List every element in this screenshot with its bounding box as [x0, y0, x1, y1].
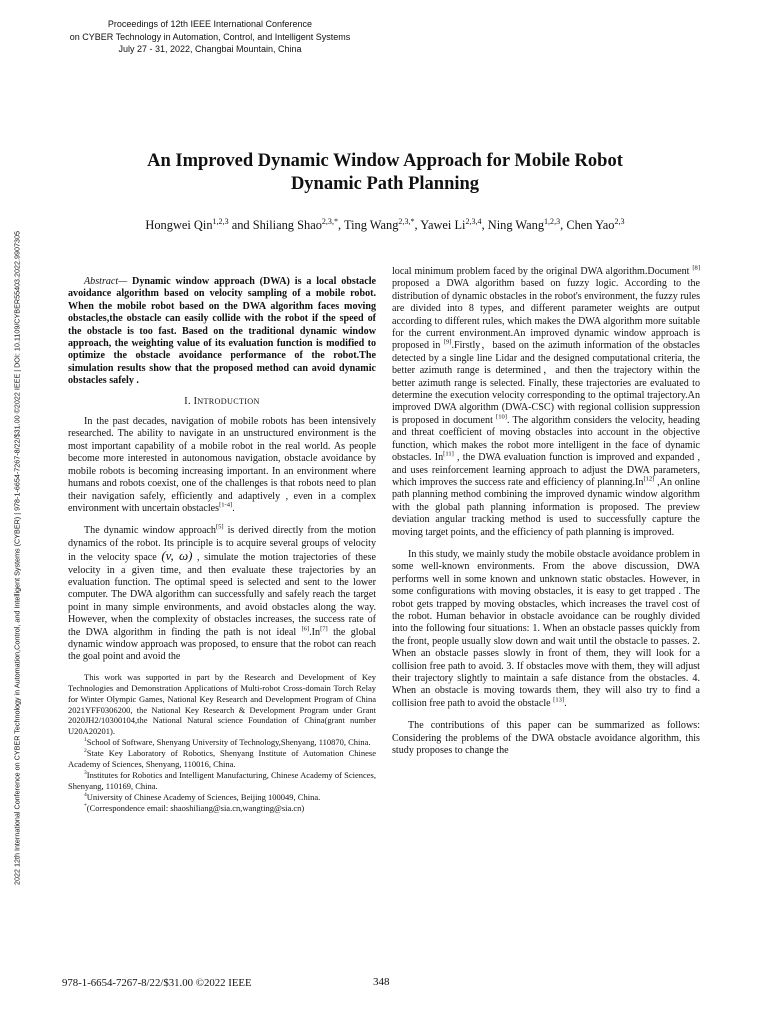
abstract-text: Dynamic window approach (DWA) is a local obstacle avoidance algorithm based on velocity sampling of a mobile robot. When the mobile robot based on the DWA algorithm faces moving obstacles,the obstacle can easily collide with the robot if the speed of the obstacle is too fast. Based on the traditional dynamic window approach, the weighting value of its evaluation function is modified to optimize the obstacle avoidance performance of the robot.The simulation results show that the proposed method can avoid dynamic obstacles safely .: [68, 276, 376, 387]
section-title-rest: NTRODUCTION: [197, 396, 260, 406]
author-name: Ting Wang: [343, 218, 399, 232]
velocity-space-formula: (v, ω): [161, 548, 193, 564]
author-affiliation: 2,3: [614, 216, 625, 226]
footnote-text: (Correspondence email: shaoshiliang@sia.cn,wangting@sia.cn): [86, 802, 305, 813]
footnote-funding: This work was supported in part by the Research and Development of Key Technologies and Demonstration Applications of Multi-robot Cross-domain Torch Relay for Winter Olympic Games, National Key Research and Development Program of China 2021YFF0306200, the National Key Research & Development Program under Grant 2020JH2/10300104,the National Natural science Foundation of China(grant number U20A20201).: [68, 671, 376, 737]
paragraph-text: In the past decades, navigation of mobile robots has been intensively researched. The ability to navigate in an unstructured environment is the most important capability of a mobile robot in the real world. As people become more interested in autonomous navigation, obstacle avoidance by mobile robots is becoming increasing important. In an environment where humans and robots coexist, one of the challenges is that robots need to plan their navigation safely, efficiently and adaptively , even in a complex environment with uncertain obstacles: [68, 416, 376, 514]
proceedings-line-2: on CYBER Technology in Automation, Control, and Intelligent Systems: [69, 31, 351, 42]
citation: [6]: [301, 625, 310, 633]
isbn-copyright: 978-1-6654-7267-8/22/$31.00 ©2022 IEEE: [62, 977, 252, 989]
footnote-affiliation-4: $^4$University of Chinese Academy of Sciences, Beijing 100049, China.: [84, 791, 321, 802]
author-name: Ning Wang: [487, 218, 545, 232]
paragraph-text: , simulate the motion trajectories of these velocity in a given time, and then evaluate these trajectories by an evaluation function. The optimal speed is selected and sent to the lower computer. The DWA algorithm can successfully and safely reach the target point in many simple environments, and avoid obstacles along the way. However, when the complexity of obstacles increases, the success rate of the DWA algorithm in finding the path is not ideal: [68, 552, 376, 638]
footnotes: [68, 672, 376, 814]
author-separator: ,: [337, 218, 344, 232]
paragraph-text: In this study, we mainly study the mobile obstacle avoidance problem in some well-known environments. From the above discussion, DWA performs well in some known and unknown static obstacles. However, in some configurations with moving obstacles, it is easy to get trapped . The robot gets trapped by moving obstacles, which increases the travel cost of the robot. Human behavior in obstacle avoidance can be roughly divided into the following four situations: 1. When an obstacle passes quickly from the front, people usually slow down and wait until the obstacle to passes. 2. When an obstacle passes slowly in front of them, they will look for a collision free path to avoid. 3. If obstacles move with them, they will adjust their trajectory slightly to maintain a safe distance from the obstacles. 4. When an obstacle is moving towards them, they will also try to find a collision free path to avoid the obstacle: [392, 548, 701, 709]
citation: [12]: [643, 475, 655, 483]
footnote-affiliation-1: $^1$School of Software, Shenyang University of Technology,Shenyang, 110870, China.: [84, 737, 371, 748]
paragraph-text: the global dynamic window approach was proposed, to ensure that the robot can reach the goal point and avoid the: [68, 626, 376, 663]
paragraph-text: .: [232, 502, 235, 514]
citation: [1-4]: [219, 501, 233, 509]
section-title-initial: I: [193, 395, 198, 407]
author-separator: ,: [560, 218, 567, 232]
paragraph-text: . The algorithm considers the velocity, heading and threat coefficient of moving obstacles into account in the objective function, which makes the robot more intelligent in the face of dynamic obstacles. In: [392, 414, 700, 464]
author-affiliation: 2,3,*: [398, 216, 415, 226]
paragraph-text: .: [564, 697, 567, 709]
citation: [10]: [496, 413, 507, 421]
footnote-affiliation-2: $^2$State Key Laboratory of Robotics, Shenyang Institute of Automation Chinese Academy of Sciences, Shenyang, 110016, China.: [68, 748, 376, 770]
title-line-2: Dynamic Path Planning: [290, 174, 480, 194]
paragraph-text: proposed a DWA algorithm based on fuzzy logic. According to the distribution of dynamic obstacles in the robot's environment, the fuzzy rules are divided into 8 types, and different parameter weights are output according to different rules, which makes the DWA algorithm more suitable for the current environment.An improved dynamic window approach is proposed in: [392, 278, 700, 352]
paragraph-text: ,An online path planning method combining the improved dynamic window algorithm with the global path planning information is proposed. The preview deviation angular tracking method is used to successfully capture the moving target points, and the efficiency of path planning is improved.: [392, 476, 700, 538]
author-name: Chen Yao: [566, 218, 615, 232]
right-column: [392, 266, 700, 757]
author-separator: ,: [414, 218, 421, 232]
citation: [7]: [320, 625, 328, 633]
author-name: Yawei Li: [420, 218, 466, 232]
side-banner: [9, 148, 25, 968]
intro-paragraph-2: [68, 525, 376, 663]
author-separator: ,: [481, 218, 488, 232]
footnote-text: State Key Laboratory of Robotics, Shenyang Institute of Automation Chinese Academy of Sciences, Shenyang, 110016, China.: [68, 748, 376, 770]
author-affiliation: 2,3,*: [321, 216, 338, 226]
section-number: I.: [184, 395, 191, 407]
author-affiliation: 1,2,3: [544, 216, 561, 226]
author-name: Hongwei Qin: [145, 218, 213, 232]
footnote-affiliation-3: $^3$Institutes for Robotics and Intelligent Manufacturing, Chinese Academy of Sciences, Shenyang, 110169, China.: [68, 769, 376, 791]
proceedings-line-1: Proceedings of 12th IEEE International Conference: [107, 19, 313, 29]
proceedings-header: [40, 18, 380, 56]
citation: [5]: [215, 523, 224, 531]
author-separator: and: [228, 218, 253, 232]
title-line-1: An Improved Dynamic Window Approach for Mobile Robot: [147, 151, 623, 171]
side-banner-text: 2022 12th International Conference on CYBER Technology in Automation,Control, and Intelligent Systems (CYBER) | 978-1-6654-7267-8/22/$31.00 ©2022 IEEE | DOI: 10.1109/CYBER55403.2022.9907305: [12, 230, 22, 886]
paper-title: [60, 150, 710, 196]
author-name: Shiliang Shao: [252, 218, 322, 232]
page-number: 348: [373, 976, 390, 988]
intro-paragraph-1: [68, 416, 376, 515]
author-affiliation: 1,2,3: [212, 216, 229, 226]
citation: [9]: [443, 339, 452, 347]
author-list: [60, 218, 710, 233]
citation: [13]: [553, 696, 565, 704]
left-column: [68, 276, 376, 814]
paragraph-text: .In: [309, 626, 321, 638]
citation: [11]: [443, 450, 454, 458]
footnote-text: Institutes for Robotics and Intelligent Manufacturing, Chinese Academy of Sciences, Shenyang, 110169, China.: [68, 769, 376, 791]
abstract-label: Abstract—: [84, 276, 128, 287]
footnote-correspondence: *(Correspondence email: shaoshiliang@sia.cn,wangting@sia.cn): [84, 802, 305, 813]
paragraph-text: .Firstly，based on the azimuth information of the obstacles detected by a single line Lidar and the designed computational criteria, the better azimuth range is determined，and then the trajectory within the better azimuth range is selected. Finally, these trajectories are evaluated to determine the execution velocity corresponding to the optimal trajectory.An improved DWA algorithm (DWA-CSC) with regional collision suppression is proposed in document: [392, 340, 700, 426]
study-paragraph: [392, 549, 700, 710]
related-work-paragraph: [392, 266, 700, 539]
abstract: [68, 276, 376, 388]
footnote-text: University of Chinese Academy of Sciences, Beijing 100049, China.: [86, 791, 321, 802]
paragraph-text: is derived directly from the motion dynamics of the robot. Its principle is to acquire several groups of velocity in the velocity space: [68, 525, 376, 564]
section-heading-introduction: [68, 396, 376, 408]
contributions-paragraph: The contributions of this paper can be summarized as follows: Considering the problems of the DWA obstacle avoidance algorithm, this study proposes to change the: [392, 720, 700, 757]
footnote-text: School of Software, Shenyang University of Technology,Shenyang, 110870, China.: [86, 737, 371, 748]
paragraph-text: The dynamic window approach: [84, 525, 216, 537]
citation: [8]: [692, 264, 700, 272]
paragraph-text: , the DWA evaluation function is improved and expanded , and uses reinforcement learning approach to adjust the DWA parameters, which improves the success rate and efficiency of planning.In: [392, 452, 700, 488]
paragraph-text: local minimum problem faced by the original DWA algorithm.Document: [392, 266, 693, 277]
proceedings-line-3: July 27 - 31, 2022, Changbai Mountain, China: [118, 44, 302, 54]
author-affiliation: 2,3,4: [465, 216, 482, 226]
